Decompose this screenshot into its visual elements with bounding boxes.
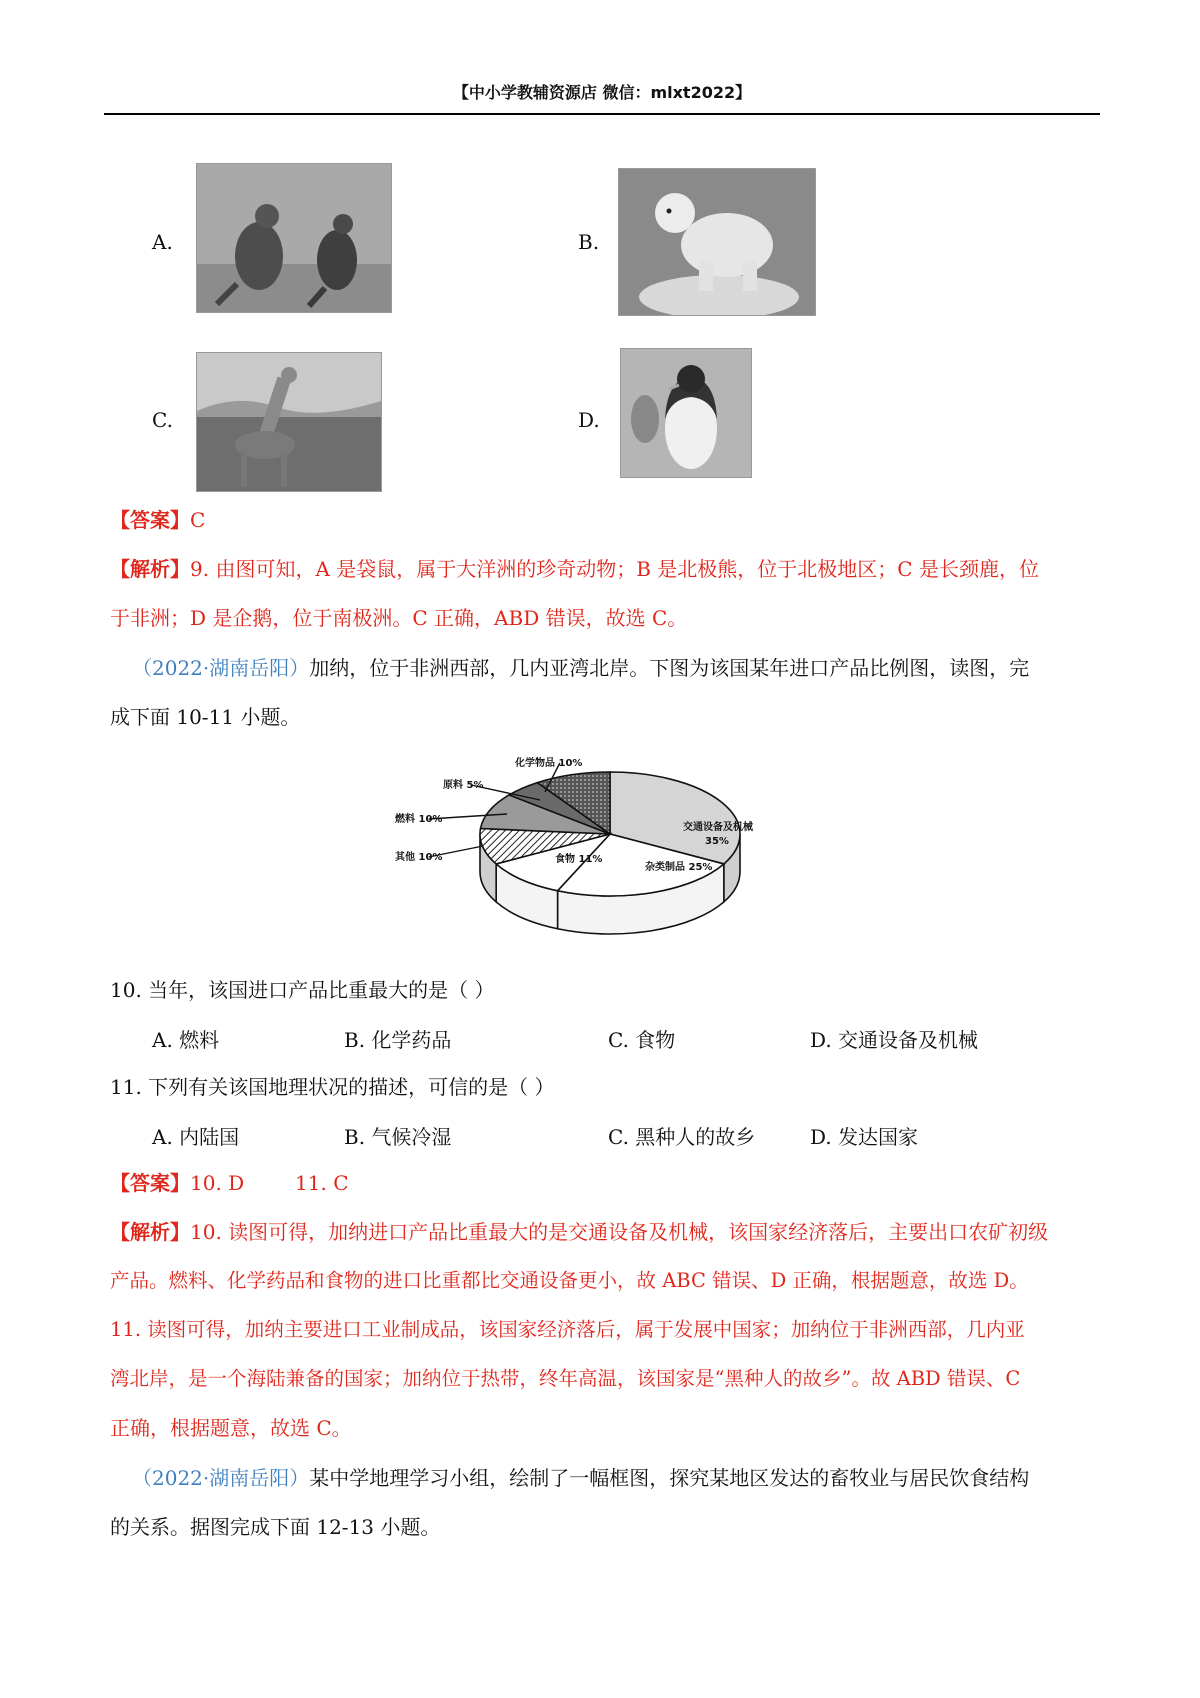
option-a-label: A. xyxy=(152,230,173,254)
pie-label-4: 燃料 10% xyxy=(395,814,443,825)
q10-11-analysis-line-1: 【解析】10. 读图可得，加纳进口产品比重最大的是交通设备及机械，该国家经济落后，主要出口农矿初级 xyxy=(110,1220,1049,1244)
giraffe-photo-icon xyxy=(196,352,382,492)
q10-11-analysis-line-3: 11. 读图可得，加纳主要进口工业制成品，该国家经济落后，属于发展中国家；加纳位于非洲西部，几内亚 xyxy=(110,1318,1025,1341)
header-rule xyxy=(104,113,1100,115)
pie-chart-svg xyxy=(395,742,795,974)
q11-choice-c: C. 黑种人的故乡 xyxy=(608,1125,756,1149)
q10-11-answer: 【答案】10. D 11. C xyxy=(110,1171,349,1195)
intro-12-13-line-2: 的关系。据图完成下面 12-13 小题。 xyxy=(110,1515,441,1539)
pie-label-6: 化学物品 10% xyxy=(515,758,583,769)
pie-label-3: 其他 10% xyxy=(395,852,443,863)
intro-12-13-line-1: （2022·湖南岳阳）某中学地理学习小组，绘制了一幅框图，探究某地区发达的畜牧业与居民饮食结构 xyxy=(132,1466,1030,1490)
page-header: 【中小学教辅资源店 微信：mlxt2022】 xyxy=(452,83,752,102)
option-b-label: B. xyxy=(578,230,600,254)
import-pie-chart xyxy=(395,742,795,974)
intro-10-11-line-2: 成下面 10-11 小题。 xyxy=(110,705,301,729)
q10-choice-c: C. 食物 xyxy=(608,1028,676,1052)
source-tag: （2022·湖南岳阳） xyxy=(132,656,310,680)
q10-11-answer-values: 10. D 11. C xyxy=(190,1171,349,1195)
pie-label-0: 交通设备及机械 35% xyxy=(683,822,753,847)
q10-11-analysis-line-4: 湾北岸，是一个海陆兼备的国家；加纳位于热带，终年高温，该国家是“黑种人的故乡”。故 ABD 错误、C xyxy=(110,1367,1021,1390)
answer-tag: 【答案】 xyxy=(110,508,190,532)
pie-label-1: 杂类制品 25% xyxy=(645,862,713,873)
pie-label-5: 原料 5% xyxy=(443,780,484,791)
q9-analysis-line-1: 【解析】9. 由图可知，A 是袋鼠，属于大洋洲的珍奇动物；B 是北极熊，位于北极地区；C 是长颈鹿，位 xyxy=(110,557,1039,581)
q10-11-analysis-line-2: 产品。燃料、化学药品和食物的进口比重都比交通设备更小，故 ABC 错误、D 正确，根据题意，故选 D。 xyxy=(110,1269,1029,1292)
q9-analysis-line-2: 于非洲；D 是企鹅，位于南极洲。C 正确，ABD 错误，故选 C。 xyxy=(110,606,688,630)
pie-label-2: 食物 11% xyxy=(555,854,603,865)
q10-choice-d: D. 交通设备及机械 xyxy=(810,1028,979,1052)
q10-choice-a: A. 燃料 xyxy=(152,1028,220,1052)
q11-choice-a: A. 内陆国 xyxy=(152,1125,240,1149)
q10-11-analysis-line-5: 正确，根据题意，故选 C。 xyxy=(110,1416,352,1440)
option-d-label: D. xyxy=(578,408,600,432)
penguin-photo-icon xyxy=(620,348,752,478)
q11-stem: 11. 下列有关该国地理状况的描述，可信的是（ ） xyxy=(110,1075,555,1099)
q11-choice-b: B. 气候冷湿 xyxy=(344,1125,452,1149)
q9-answer-value: C xyxy=(190,508,206,532)
analysis-tag: 【解析】 xyxy=(110,557,190,581)
intro-10-11-line-1: （2022·湖南岳阳）加纳，位于非洲西部，几内亚湾北岸。下图为该国某年进口产品比例图，读图，完 xyxy=(132,656,1030,680)
q9-answer xyxy=(110,505,205,535)
polar-bear-photo-icon xyxy=(618,168,816,316)
option-c-label: C. xyxy=(152,408,173,432)
q10-choice-b: B. 化学药品 xyxy=(344,1028,452,1052)
kangaroo-photo-icon xyxy=(196,163,392,313)
source-tag: （2022·湖南岳阳） xyxy=(132,1466,310,1490)
q10-stem: 10. 当年，该国进口产品比重最大的是（ ） xyxy=(110,978,495,1002)
q11-choice-d: D. 发达国家 xyxy=(810,1125,919,1149)
